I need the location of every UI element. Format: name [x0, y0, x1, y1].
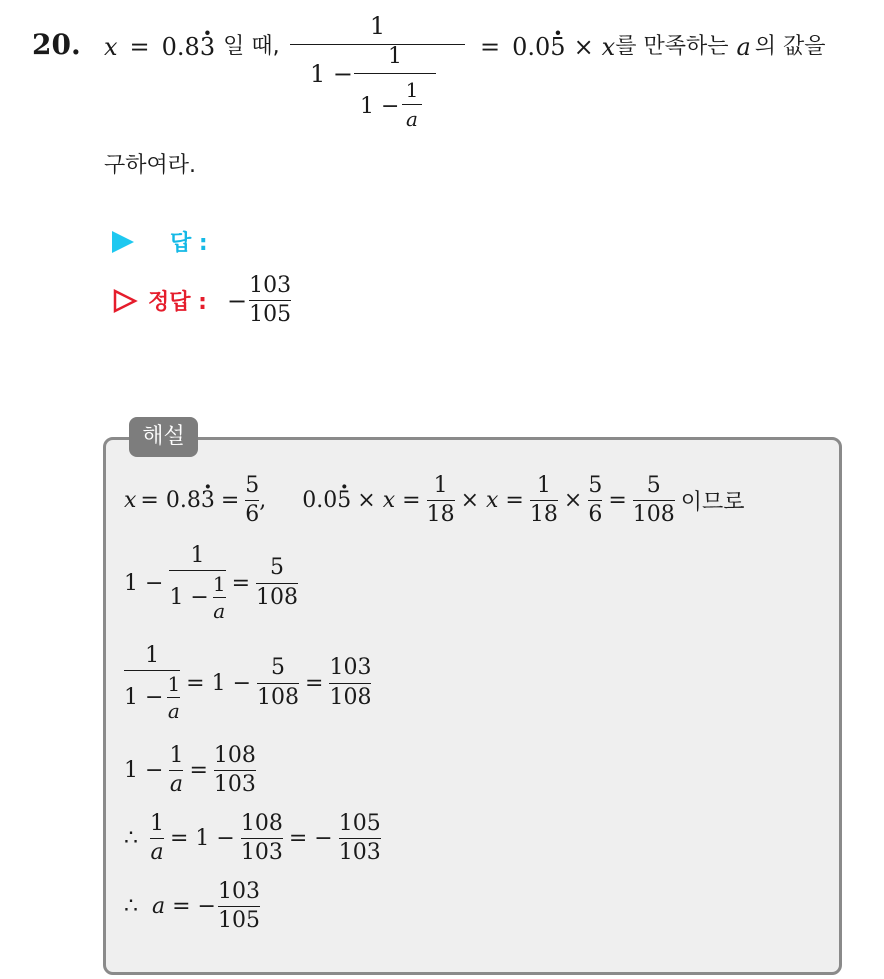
- solution-line-6: ∴ a = − $\frac{103}{105}$: [124, 879, 260, 934]
- innermost-denominator: a: [406, 107, 418, 131]
- solution-line-3: 1 1 − $\frac{1}{a}$ = 1 − $\frac{5}{108}$ = $\frac{103}{108}$: [124, 643, 372, 724]
- answer-denominator: 105: [249, 302, 292, 328]
- correct-answer-row: [112, 274, 291, 327]
- x-variable-2: x: [601, 33, 616, 61]
- rhs-tail: 의 값을: [754, 34, 826, 59]
- rhs-repeating-digit: · 5: [550, 35, 565, 59]
- a-variable: a: [736, 33, 751, 61]
- correct-answer-label: 정답 :: [148, 290, 207, 316]
- fraction-numerator: 1: [369, 12, 386, 40]
- text-when: 일 때,: [223, 34, 280, 59]
- answer-row: [112, 226, 208, 257]
- question-number: 20.: [32, 28, 81, 61]
- x-value: 0.8: [161, 33, 200, 61]
- answer-fraction: [249, 274, 291, 327]
- answer-sign: −: [226, 286, 248, 315]
- question-line-2: 구하여라.: [104, 153, 197, 178]
- sol-repeating-digit: · 3: [201, 488, 215, 513]
- question-rhs: [480, 33, 826, 61]
- solution-line-4: 1 − $\frac{1}{a}$ = $\frac{108}{103}$: [124, 743, 256, 798]
- inner-one: 1 −: [360, 94, 400, 119]
- rhs-value: 0.0: [512, 33, 551, 61]
- solution-tag: 해설: [129, 417, 198, 457]
- repeating-digit: · 3: [200, 35, 215, 59]
- outline-arrow-icon: [112, 288, 138, 314]
- solution-line-1: x = 0.8 · 3 = $\frac{5}{6}$ , 0.0 · 5 × x = $\frac{1}{18}$ × x = $\frac{1}{18}$ × $\frac{5}{6}$ = $\frac{5}{108}$ 이므로: [124, 474, 745, 527]
- play-arrow-icon: [112, 231, 134, 253]
- answer-label: 답 :: [170, 231, 208, 256]
- inner-fraction: [354, 44, 436, 74]
- answer-numerator: 103: [249, 273, 292, 298]
- innermost-numerator: 1: [405, 78, 419, 102]
- equals-sign: =: [129, 33, 150, 61]
- inner-numerator: 1: [388, 44, 402, 69]
- solution-line-5: ∴ $\frac{1}{a}$ = 1 − $\frac{108}{103}$ = − $\frac{105}{103}$: [124, 811, 381, 866]
- continued-fraction: [290, 12, 465, 45]
- times-sign: ×: [573, 33, 594, 61]
- innermost-bar: [402, 104, 422, 105]
- solution-line-2: 1 − 1 1 − $\frac{1}{a}$ = $\frac{5}{108}$: [124, 543, 299, 624]
- innermost-fraction: [402, 78, 422, 131]
- x-variable: x: [104, 33, 118, 61]
- rhs-text: 를 만족하는: [615, 34, 729, 59]
- inner-bar: [354, 73, 436, 74]
- fraction-one: 1 −: [310, 60, 354, 88]
- equals-sign-2: =: [480, 33, 501, 61]
- question-line-1: [104, 33, 280, 61]
